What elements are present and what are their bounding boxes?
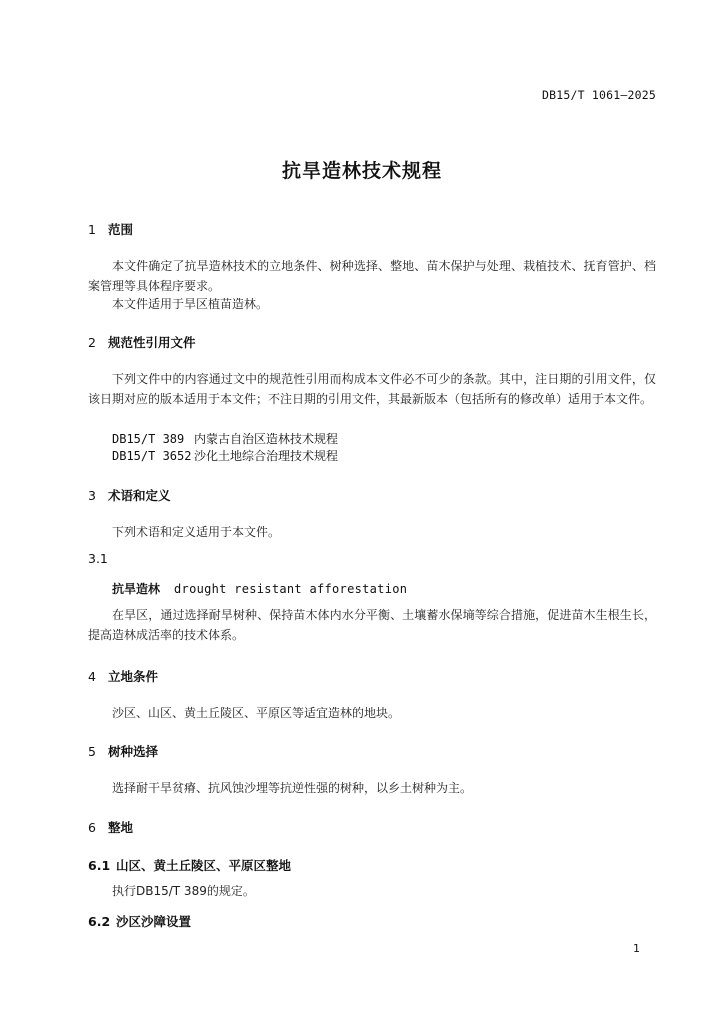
subsection-number: 6.2	[88, 914, 111, 929]
standard-number: DB15/T 1061—2025	[542, 88, 656, 102]
section-2-paragraph-1: 下列文件中的内容通过文中的规范性引用而构成本文件必不可少的条款。其中，注日期的引用文件，仅该日期对应的版本适用于本文件；不注日期的引用文件，其最新版本（包括所有的修改单）适用于本文件。	[88, 372, 656, 406]
section-number: 4	[88, 669, 96, 684]
section-title: 立地条件	[108, 669, 159, 684]
subsection-title: 山区、黄土丘陵区、平原区整地	[116, 858, 292, 873]
page-number: 1	[633, 942, 640, 955]
section-4-paragraph-1: 沙区、山区、黄土丘陵区、平原区等适宜造林的地块。	[112, 706, 401, 720]
section-6-heading	[88, 818, 133, 836]
section-number: 5	[88, 744, 96, 759]
section-number: 2	[88, 335, 96, 350]
section-1-heading	[88, 220, 133, 238]
term-definition: 在旱区，通过选择耐旱树种、保持苗木体内水分平衡、土壤蓄水保墒等综合措施，促进苗木生根生长，提高造林成活率的技术体系。	[88, 608, 656, 642]
subsection-6-1-heading	[88, 856, 291, 874]
subsection-6-1-paragraph: 执行DB15/T 389的规定。	[112, 884, 255, 898]
section-5-heading	[88, 742, 158, 760]
reference-name: 沙化土地综合治理技术规程	[194, 449, 339, 463]
subsection-title: 沙区沙障设置	[116, 914, 192, 929]
section-number: 6	[88, 820, 96, 835]
term-chinese: 抗旱造林	[112, 582, 161, 596]
subsection-3-1-number: 3.1	[88, 551, 108, 566]
reference-item	[112, 447, 338, 464]
term-line	[112, 580, 407, 597]
section-title: 树种选择	[108, 744, 159, 759]
section-4-heading	[88, 667, 158, 685]
reference-name: 内蒙古自治区造林技术规程	[194, 432, 339, 446]
term-english: drought resistant afforestation	[174, 582, 408, 596]
section-2-heading	[88, 333, 196, 351]
reference-code: DB15/T 389	[112, 432, 185, 446]
subsection-number: 6.1	[88, 858, 111, 873]
reference-code: DB15/T 3652	[112, 449, 192, 463]
section-1-paragraph-2: 本文件适用于旱区植苗造林。	[112, 297, 269, 311]
section-5-paragraph-1: 选择耐干旱贫瘠、抗风蚀沙埋等抗逆性强的树种，以乡土树种为主。	[112, 781, 473, 795]
section-title: 术语和定义	[108, 488, 171, 503]
reference-item	[112, 430, 338, 447]
section-title: 范围	[108, 222, 134, 237]
section-3-heading	[88, 486, 171, 504]
subsection-6-2-heading	[88, 912, 191, 930]
section-title: 整地	[108, 820, 134, 835]
section-number: 1	[88, 222, 96, 237]
section-number: 3	[88, 488, 96, 503]
document-title: 抗旱造林技术规程	[281, 160, 442, 182]
section-3-paragraph-1: 下列术语和定义适用于本文件。	[112, 525, 281, 539]
section-1-paragraph-1: 本文件确定了抗旱造林技术的立地条件、树种选择、整地、苗木保护与处理、栽植技术、抚育管护、档案管理等具体程序要求。	[88, 259, 656, 293]
section-title: 规范性引用文件	[108, 335, 196, 350]
